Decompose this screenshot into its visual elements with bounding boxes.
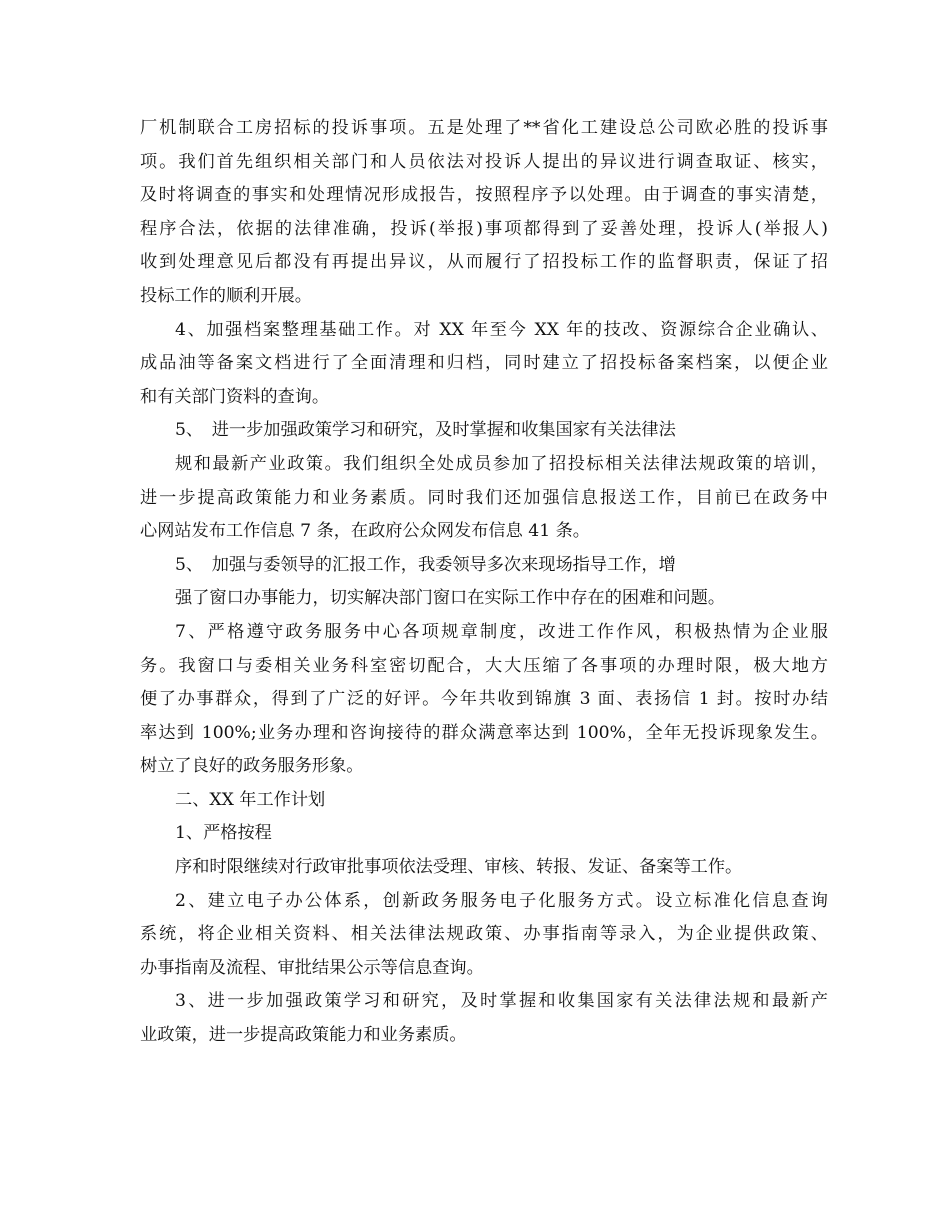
text-line: 规和最新产业政策。我们组织全处成员参加了招投标相关法律法规政策的培训， xyxy=(175,453,828,474)
text-line: 率达到 100%;业务办理和咨询接待的群众满意率达到 100%，全年无投诉现象发生。 xyxy=(140,722,828,743)
text-line: 5、 加强与委领导的汇报工作，我委领导多次来现场指导工作，增 xyxy=(175,554,676,575)
text-line: 投标工作的顺利开展。 xyxy=(140,285,312,306)
text-line: 厂机制联合工房招标的投诉事项。五是处理了**省化工建设总公司欧必胜的投诉事 xyxy=(140,118,828,138)
text-line: 项。我们首先组织相关部门和人员依法对投诉人提出的异议进行调查取证、核实， xyxy=(140,151,828,172)
text-line: 4、加强档案整理基础工作。对 XX 年至今 XX 年的技改、资源综合企业确认、 xyxy=(175,319,828,340)
text-line: 3、进一步加强政策学习和研究，及时掌握和收集国家有关法律法规和最新产 xyxy=(175,991,828,1012)
text-line: 业政策，进一步提高政策能力和业务素质。 xyxy=(140,1025,467,1046)
text-line: 收到处理意见后都没有再提出异议，从而履行了招投标工作的监督职责，保证了招 xyxy=(140,252,828,273)
text-line: 心网站发布工作信息 7 条，在政府公众网发布信息 41 条。 xyxy=(140,521,590,542)
text-line: 5、 进一步加强政策学习和研究，及时掌握和收集国家有关法律法 xyxy=(175,420,676,441)
text-line: 办事指南及流程、审批结果公示等信息查询。 xyxy=(140,957,484,978)
text-line: 程序合法，依据的法律准确，投诉(举报)事项都得到了妥善处理，投诉人(举报人) xyxy=(140,218,828,239)
text-line: 强了窗口办事能力，切实解决部门窗口在实际工作中存在的困难和问题。 xyxy=(175,588,726,609)
text-line: 1、严格按程 xyxy=(175,823,272,844)
text-line: 进一步提高政策能力和业务素质。同时我们还加强信息报送工作，目前已在政务中 xyxy=(140,487,828,508)
text-line: 务。我窗口与委相关业务科室密切配合，大大压缩了各事项的办理时限，极大地方 xyxy=(140,655,828,676)
text-line: 及时将调查的事实和处理情况形成报告，按照程序予以处理。由于调查的事实清楚， xyxy=(140,185,828,206)
text-line: 2、建立电子办公体系，创新政务服务电子化服务方式。设立标准化信息查询 xyxy=(175,890,828,911)
text-line: 7、严格遵守政务服务中心各项规章制度，改进工作作风，积极热情为企业服 xyxy=(175,621,828,642)
text-line: 和有关部门资料的查询。 xyxy=(140,386,330,407)
text-line: 成品油等备案文档进行了全面清理和归档，同时建立了招投标备案档案，以便企业 xyxy=(140,353,828,374)
text-line: 二、XX 年工作计划 xyxy=(175,789,326,810)
text-line: 系统，将企业相关资料、相关法律法规政策、办事指南等录入，为企业提供政策、 xyxy=(140,924,828,945)
document-body xyxy=(140,112,828,1053)
text-line: 便了办事群众，得到了广泛的好评。今年共收到锦旗 3 面、表扬信 1 封。按时办结 xyxy=(140,689,828,710)
text-line: 序和时限继续对行政审批事项依法受理、审核、转报、发证、备案等工作。 xyxy=(175,857,743,878)
text-line: 树立了良好的政务服务形象。 xyxy=(140,756,364,777)
